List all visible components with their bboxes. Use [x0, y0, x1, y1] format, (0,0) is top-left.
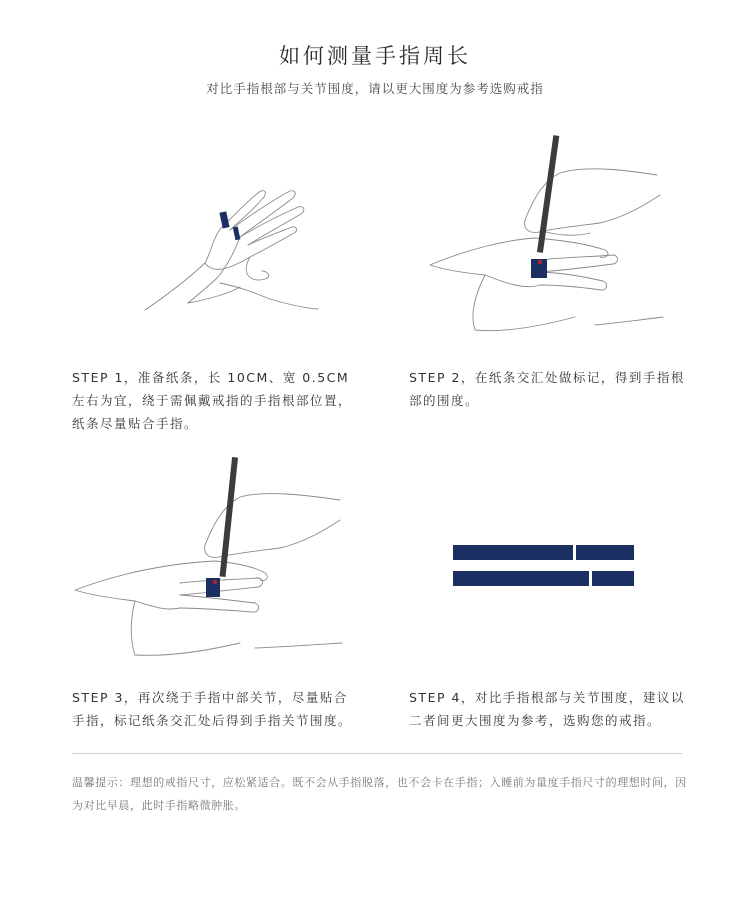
step4-strip-knuckle [453, 571, 634, 586]
step1-paper-strip-end [233, 227, 241, 241]
step4-strip-knuckle-mark [589, 571, 592, 586]
page-subtitle: 对比手指根部与关节围度，请以更大围度为参考选购戒指 [206, 81, 544, 96]
step1-hand-illustration [130, 175, 320, 315]
step4-strip-base-mark [573, 545, 576, 560]
step3-hand-pencil-illustration [70, 455, 345, 665]
step4-strip-comparison [453, 545, 634, 587]
page-title: 如何测量手指周长 [279, 44, 471, 68]
step2-pencil [537, 135, 559, 253]
divider [72, 753, 682, 754]
step4-strip-base [453, 545, 634, 560]
step-3-text: STEP 3，再次绕于手指中部关节，尽量贴合手指，标记纸条交汇处后得到手指关节围度。 [72, 690, 353, 728]
step-2-text: STEP 2，在纸条交汇处做标记，得到手指根部的围度。 [409, 370, 685, 408]
step-4-text: STEP 4，对比手指根部与关节围度，建议以二者间更大围度为参考，选购您的戒指。 [409, 690, 685, 728]
step2-mark [538, 260, 542, 264]
step3-paper-strip [206, 578, 220, 597]
step3-pencil [220, 457, 239, 577]
step-1-text: STEP 1，准备纸条，长 10CM、宽 0.5CM 左右为宜，绕于需佩戴戒指的手指根部位置，纸条尽量贴合手指。 [72, 370, 353, 431]
step2-hand-pencil-illustration [425, 135, 665, 340]
step3-mark [213, 580, 217, 584]
step1-paper-strip [219, 211, 229, 228]
tip-text: 温馨提示：理想的戒指尺寸，应松紧适合。既不会从手指脱落，也不会卡在手指；入睡前为量度手指尺寸的理想时间，因为对比早晨，此时手指略微肿胀。 [72, 776, 687, 812]
